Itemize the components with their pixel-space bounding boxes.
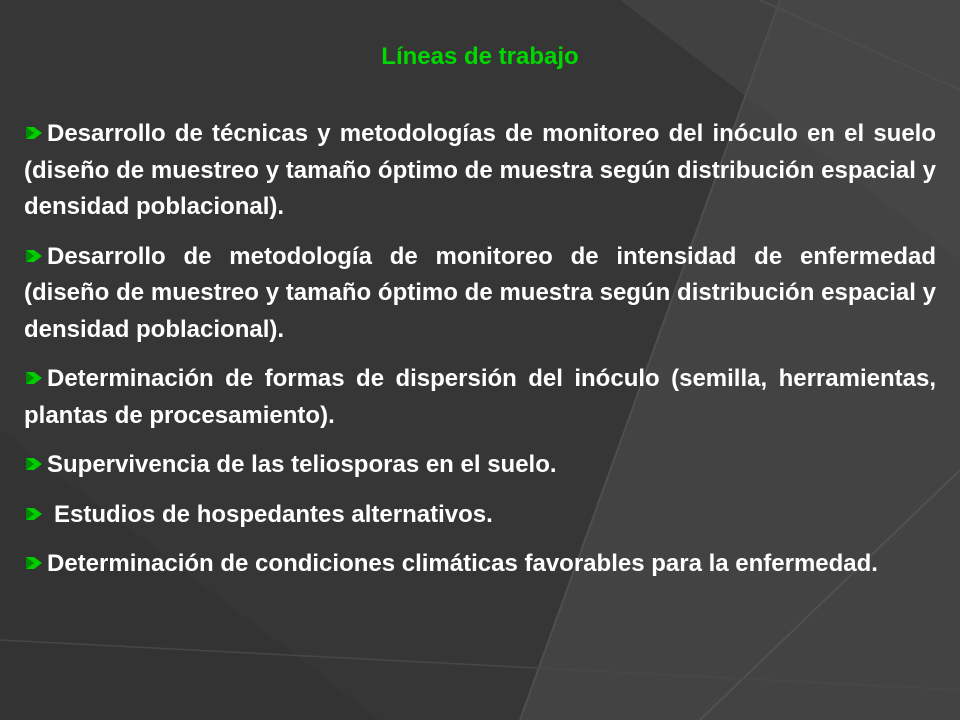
green-arrow-bullet-icon — [24, 249, 44, 263]
bullet-text: Determinación de condiciones climáticas favorables para la enfermedad. — [47, 550, 878, 577]
bullet-item — [24, 497, 936, 534]
bullet-item — [24, 239, 936, 349]
bullet-text: Supervivencia de las teliosporas en el suelo. — [47, 451, 557, 478]
bullet-item — [24, 361, 936, 434]
bullet-text: Estudios de hospedantes alternativos. — [54, 500, 493, 528]
bullet-text: Desarrollo de técnicas y metodologías de monitoreo del inóculo en el suelo (diseño de muestreo y tamaño óptimo de muestra según distribución espacial y densidad poblacional). — [24, 120, 936, 220]
green-arrow-bullet-icon — [24, 507, 44, 521]
green-arrow-bullet-icon — [24, 556, 44, 570]
green-arrow-bullet-icon — [24, 457, 44, 471]
bullet-text: Determinación de formas de dispersión del inóculo (semilla, herramientas, plantas de procesamiento). — [24, 365, 936, 429]
bullet-list — [24, 116, 936, 596]
green-arrow-bullet-icon — [24, 126, 44, 140]
bullet-item — [24, 116, 936, 226]
green-arrow-bullet-icon — [24, 371, 44, 385]
bullet-item — [24, 447, 936, 484]
bullet-item — [24, 546, 936, 583]
bullet-text: Desarrollo de metodología de monitoreo de intensidad de enfermedad (diseño de muestreo y tamaño óptimo de muestra según distribución espacial y densidad poblacional). — [24, 242, 936, 343]
slide-title: Líneas de trabajo — [381, 43, 579, 70]
